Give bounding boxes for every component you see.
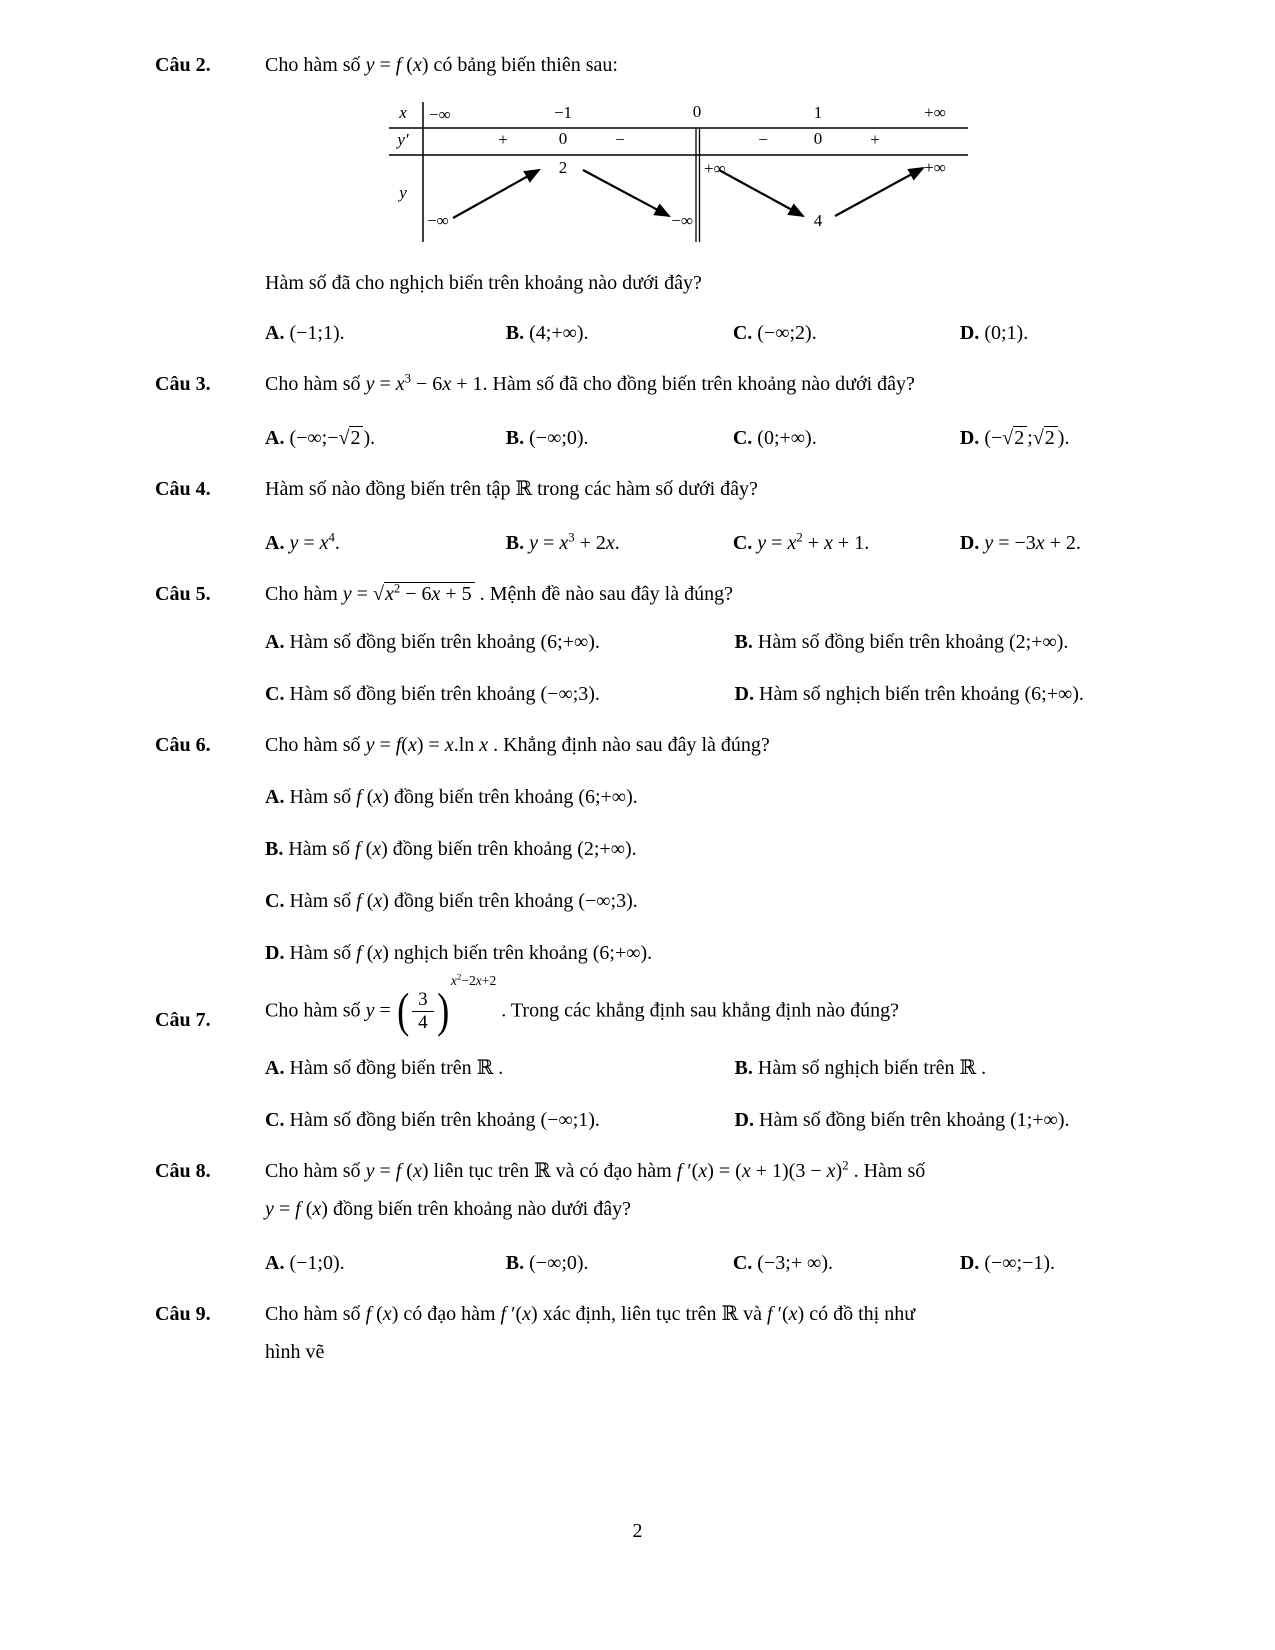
option-d-value: y = −3x + 2.: [984, 532, 1081, 554]
option-d-value: Hàm số f (x) nghịch biến trên khoảng (6;+∞).: [289, 942, 653, 964]
yprime-sign-0: +: [498, 130, 508, 149]
option-b-value: (4;+∞).: [529, 322, 589, 344]
option-d: [960, 318, 1125, 348]
option-d: D. Hàm số đồng biến trên khoảng (1;+∞).: [734, 1108, 1070, 1131]
question-8-stem-line-1: Cho hàm số y = f (x) liên tục trên ℝ và có đạo hàm f $'(x) = (x + 1)(3 - x)^2$ . Hàm số: [265, 1158, 926, 1182]
question-2-subquestion: Hàm số đã cho nghịch biến trên khoảng nào dưới đây?: [265, 272, 702, 294]
y-value-2: −∞: [671, 211, 693, 230]
question-2-stem: Cho hàm số y = f (x) có bảng biến thiên sau:: [265, 54, 618, 76]
question-8: [155, 1156, 1125, 1278]
option-d: D. (−√2 ;√2 ).: [959, 427, 1070, 449]
question-4-stem: Hàm số nào đồng biến trên tập ℝ trong các hàm số dưới đây?: [265, 478, 758, 500]
option-b-value: (−∞;0).: [529, 1251, 589, 1274]
question-2-label: Câu 2.: [155, 54, 211, 76]
option-b-value: (−∞;0).: [529, 427, 589, 449]
option-c-value: (−∞;2).: [757, 322, 817, 344]
question-9-label: Câu 9.: [155, 1302, 211, 1325]
arrow-down-1: [583, 170, 669, 216]
arrow-up-2: [835, 168, 923, 216]
question-9-stem-line-1: Cho hàm số f (x) có đạo hàm f ′(x) xác định, liên tục trên ℝ và f ′(x) có đồ thị như: [265, 1302, 916, 1325]
variation-table: [383, 102, 968, 242]
question-4: [155, 474, 1125, 558]
row-label-yprime: y′: [397, 130, 409, 149]
x-value-1: −1: [553, 103, 573, 122]
option-b: [506, 318, 733, 348]
x-value-3: 1: [813, 103, 823, 122]
question-6-label: Câu 6.: [155, 734, 211, 756]
question-3-stem: Cho hàm số $y = x^3 - 6x + 1$. Hàm số đã cho đồng biến trên khoảng nào dưới đây?: [265, 371, 915, 395]
option-b: B. $y = x^3 + 2x$.: [505, 530, 620, 554]
x-value-0: −∞: [429, 105, 451, 124]
question-5-stem: Cho hàm $y = √x^2 - 6x + 5$ . Mệnh đề nào sau đây là đúng?: [265, 581, 733, 605]
question-2-options: [265, 318, 1125, 348]
y-value-4: 4: [813, 211, 823, 230]
option-b-value: Hàm số đồng biến trên khoảng (2;+∞).: [757, 631, 1069, 653]
question-5: [155, 579, 1125, 709]
question-2: [155, 50, 1125, 348]
question-7-stem: Cho hàm số y = ( $\frac{3}{4}$ ) $x^2-2x+2$ . Trong các khẳng định sau khẳng định nào đúng?: [265, 971, 899, 1039]
option-c: C. Hàm số đồng biến trên khoảng (−∞;1).: [265, 1108, 600, 1131]
question-6-stem: Cho hàm số y = f(x) = x.ln x . Khẳng định nào sau đây là đúng?: [265, 734, 770, 756]
option-a: A. Hàm số đồng biến trên ℝ .: [265, 1056, 504, 1079]
option-d: D. Hàm số nghịch biến trên khoảng (6;+∞).: [734, 683, 1084, 705]
option-a-value: Hàm số đồng biến trên khoảng (6;+∞).: [289, 631, 600, 653]
option-a-value: Hàm số đồng biến trên ℝ .: [289, 1056, 504, 1079]
yprime-sign-2: −: [615, 130, 625, 149]
question-8-stem-line-2: y = f (x) đồng biến trên khoảng nào dưới đây?: [265, 1197, 631, 1220]
option-c-value: Hàm số đồng biến trên khoảng (−∞;3).: [289, 683, 600, 705]
option-c: C. Hàm số đồng biến trên khoảng (−∞;3).: [265, 683, 600, 705]
option-d-value: (−∞;−1).: [984, 1251, 1056, 1274]
option-c: C. Hàm số f (x) đồng biến trên khoảng (−∞;3).: [265, 890, 638, 912]
option-d: D. Hàm số f (x) nghịch biến trên khoảng (6;+∞).: [265, 942, 653, 964]
y-value-0: −∞: [427, 211, 449, 230]
option-b: B. Hàm số đồng biến trên khoảng (2;+∞).: [734, 631, 1069, 653]
question-7-options-row-2: [265, 1105, 1125, 1135]
question-7: [155, 971, 1125, 1135]
option-d-label: D.: [959, 322, 980, 344]
question-3-options: [265, 423, 1125, 453]
option-b-label: B.: [505, 322, 525, 344]
option-d-value: Hàm số nghịch biến trên khoảng (6;+∞).: [759, 683, 1084, 705]
question-7-label: Câu 7.: [155, 1009, 211, 1031]
question-9-stem-line-2: hình vẽ: [265, 1340, 325, 1363]
question-6: [155, 730, 1125, 968]
option-a: A. Hàm số đồng biến trên khoảng (6;+∞).: [265, 631, 600, 653]
option-c-label: C.: [732, 322, 753, 344]
option-c-value: Hàm số f (x) đồng biến trên khoảng (−∞;3).: [289, 890, 638, 912]
option-a-value: $y = x^4$.: [289, 530, 340, 554]
option-c-value: $y = x^2 + x + 1$.: [757, 530, 870, 554]
option-c-value: (0;+∞).: [757, 427, 817, 449]
option-b: B. (−∞;0).: [505, 427, 589, 449]
option-a-value: Hàm số f (x) đồng biến trên khoảng (6;+∞).: [289, 786, 638, 808]
question-3-label: Câu 3.: [155, 373, 211, 395]
option-a-value: (−1;0).: [289, 1251, 345, 1274]
option-b-value: Hàm số nghịch biến trên ℝ .: [757, 1056, 987, 1079]
yprime-sign-3: −: [758, 130, 768, 149]
yprime-sign-4: 0: [813, 129, 823, 148]
option-a-value: (−∞;−√2 ).: [289, 427, 376, 449]
option-d: D. y = −3x + 2.: [959, 532, 1081, 554]
question-7-options-row-1: [265, 1053, 1125, 1083]
question-8-label: Câu 8.: [155, 1159, 211, 1182]
option-c: C. $y = x^2 + x + 1$.: [732, 530, 870, 554]
option-a: [265, 318, 506, 348]
y-value-5: +∞: [924, 158, 946, 177]
question-4-label: Câu 4.: [155, 478, 211, 500]
option-a-label: A.: [265, 322, 285, 344]
arrow-up-1: [453, 170, 539, 218]
option-c: C. (−3;+ ∞).: [732, 1251, 833, 1274]
option-b: B. (−∞;0).: [505, 1251, 589, 1274]
option-b: B. Hàm số nghịch biến trên ℝ .: [734, 1056, 987, 1079]
option-c: [733, 318, 960, 348]
question-4-options: [265, 528, 1125, 558]
question-5-options-row-1: [265, 627, 1125, 657]
yprime-sign-1: 0: [558, 129, 568, 148]
y-value-1: 2: [558, 158, 568, 177]
option-d: D. (−∞;−1).: [959, 1251, 1056, 1274]
option-c: C. (0;+∞).: [732, 427, 817, 449]
option-a: A. Hàm số f (x) đồng biến trên khoảng (6;+∞).: [265, 786, 638, 808]
option-d-value: (−√2 ;√2 ).: [984, 427, 1070, 449]
question-9: [155, 1299, 1125, 1367]
question-8-options: [265, 1248, 1125, 1278]
option-a: A. (−1;0).: [265, 1251, 345, 1274]
arrow-down-2: [719, 170, 803, 216]
y-value-3: +∞: [704, 159, 726, 178]
option-a-value: (−1;1).: [289, 322, 345, 344]
row-label-x: x: [399, 103, 407, 122]
option-a: A. $y = x^4$.: [265, 530, 340, 554]
option-d-value: (0;1).: [984, 322, 1029, 344]
row-label-y: y: [399, 183, 407, 202]
option-d-value: Hàm số đồng biến trên khoảng (1;+∞).: [759, 1108, 1070, 1131]
x-value-4: +∞: [924, 103, 946, 122]
question-5-label: Câu 5.: [155, 583, 211, 605]
yprime-sign-5: +: [870, 130, 880, 149]
option-b-value: $y = x^3 + 2x$.: [529, 530, 620, 554]
option-c-value: (−3;+ ∞).: [757, 1251, 833, 1274]
question-5-options-row-2: [265, 679, 1125, 709]
x-value-2: 0: [692, 102, 702, 121]
option-b: B. Hàm số f (x) đồng biến trên khoảng (2;+∞).: [265, 838, 637, 860]
option-a: A. (−∞;−√2 ).: [265, 427, 376, 449]
option-c-value: Hàm số đồng biến trên khoảng (−∞;1).: [289, 1108, 600, 1131]
page-number: 2: [632, 1520, 643, 1542]
option-b-value: Hàm số f (x) đồng biến trên khoảng (2;+∞).: [288, 838, 637, 860]
question-3: [155, 369, 1125, 453]
